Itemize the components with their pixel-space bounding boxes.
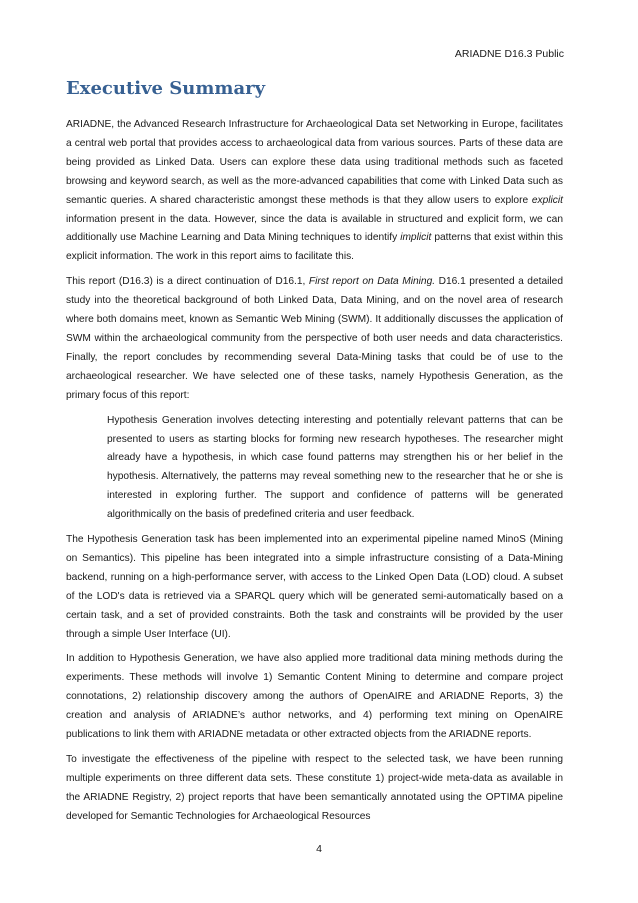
paragraph-1-text-b: information present in the data. However, since the data is available in structured and explicit form, we can additionally use Machine Learning and Data Mining techniques to identify <box>66 213 563 244</box>
paragraph-6: To investigate the effectiveness of the pipeline with respect to the selected task, we have been running multiple experiments on three different data sets. These constitute 1) project-wide meta-data as available in the ARIADNE Registry, 2) project reports that have been semantically annotated using the OPTIMA pipeline developed for Semantic Technologies for Archaeological Resources <box>66 754 563 822</box>
paragraph-5: In addition to Hypothesis Generation, we have also applied more traditional data mining methods during the experiments. These methods will involve 1) Semantic Content Mining to determine and compare project connotations, 2) relationship discovery among the authors of OpenAIRE and ARIADNE Reports, 3) the creation and analysis of ARIADNE’s author networks, and 4) performing text mining on OpenAIRE publications to link them with ARIADNE metadata or other extracted objects from the ARIADNE reports. <box>66 653 563 741</box>
paragraph-4: The Hypothesis Generation task has been implemented into an experimental pipeline named MinoS (Mining on Semantics). This pipeline has been integrated into a simple infrastructure consisting of a Data-Mining backend, running on a high-performance server, with access to the Linked Open Data (LOD) cloud. A subset of the LOD's data is retrieved via a SPARQL query which will be generated semi-automatically based on a certain task, and a set of provided constraints. Both the task and constraints will be provided by the user through a simple User Interface (UI). <box>66 534 563 640</box>
section-title: Executive Summary <box>66 78 266 99</box>
paragraph-1-text-a: ARIADNE, the Advanced Research Infrastructure for Archaeological Data set Networking in Europe, facilitates a central web portal that provides access to archaeological data from various sources. Parts of these data are being provided as Linked Data. Users can explore these data using traditional methods such as faceted browsing and keyword search, as well as the more-advanced capabilities that come with Linked Data such as semantic queries. A shared characteristic amongst these methods is that they allow users to explore <box>66 119 563 206</box>
paragraph-2 <box>66 273 563 405</box>
emphasis-report-title: First report on Data Mining. <box>308 276 436 288</box>
paragraph-2-text-a: This report (D16.3) is a direct continuation of D16.1, <box>66 276 309 288</box>
body-text <box>66 116 563 833</box>
paragraph-1 <box>66 116 563 267</box>
running-header: ARIADNE D16.3 Public <box>454 48 564 60</box>
paragraph-2-text-b: D16.1 presented a detailed study into the theoretical background of both Linked Data, Data Mining, and on the novel area of research where both domains meet, known as Semantic Web Mining (SWM). It additionally discusses the application of SWM within the archaeological community from the perspective of both user needs and data characteristics. Finally, the report concludes by recommending several Data-Mining tasks that could be of use to the archaeological researcher. We have selected one of these tasks, namely Hypothesis Generation, as the primary focus of this report: <box>66 276 563 401</box>
emphasis-implicit: implicit <box>400 232 432 244</box>
block-quote: Hypothesis Generation involves detecting interesting and potentially relevant patterns that can be presented to users as starting blocks for forming new research hypotheses. The researcher might already have a hypothesis, in which case found patterns may strengthen his or her belief in the hypothesis. Alternatively, the patterns may reveal something new to the researcher that he or she is interested in exploring further. The support and confidence of patterns will be generated algorithmically on the basis of predefined criteria and user feedback. <box>107 414 563 521</box>
page-number: 4 <box>316 843 322 855</box>
emphasis-explicit: explicit <box>531 194 563 206</box>
paragraph-1-text-c: patterns that exist within this explicit information. The work in this report aims to facilitate this. <box>66 232 563 263</box>
